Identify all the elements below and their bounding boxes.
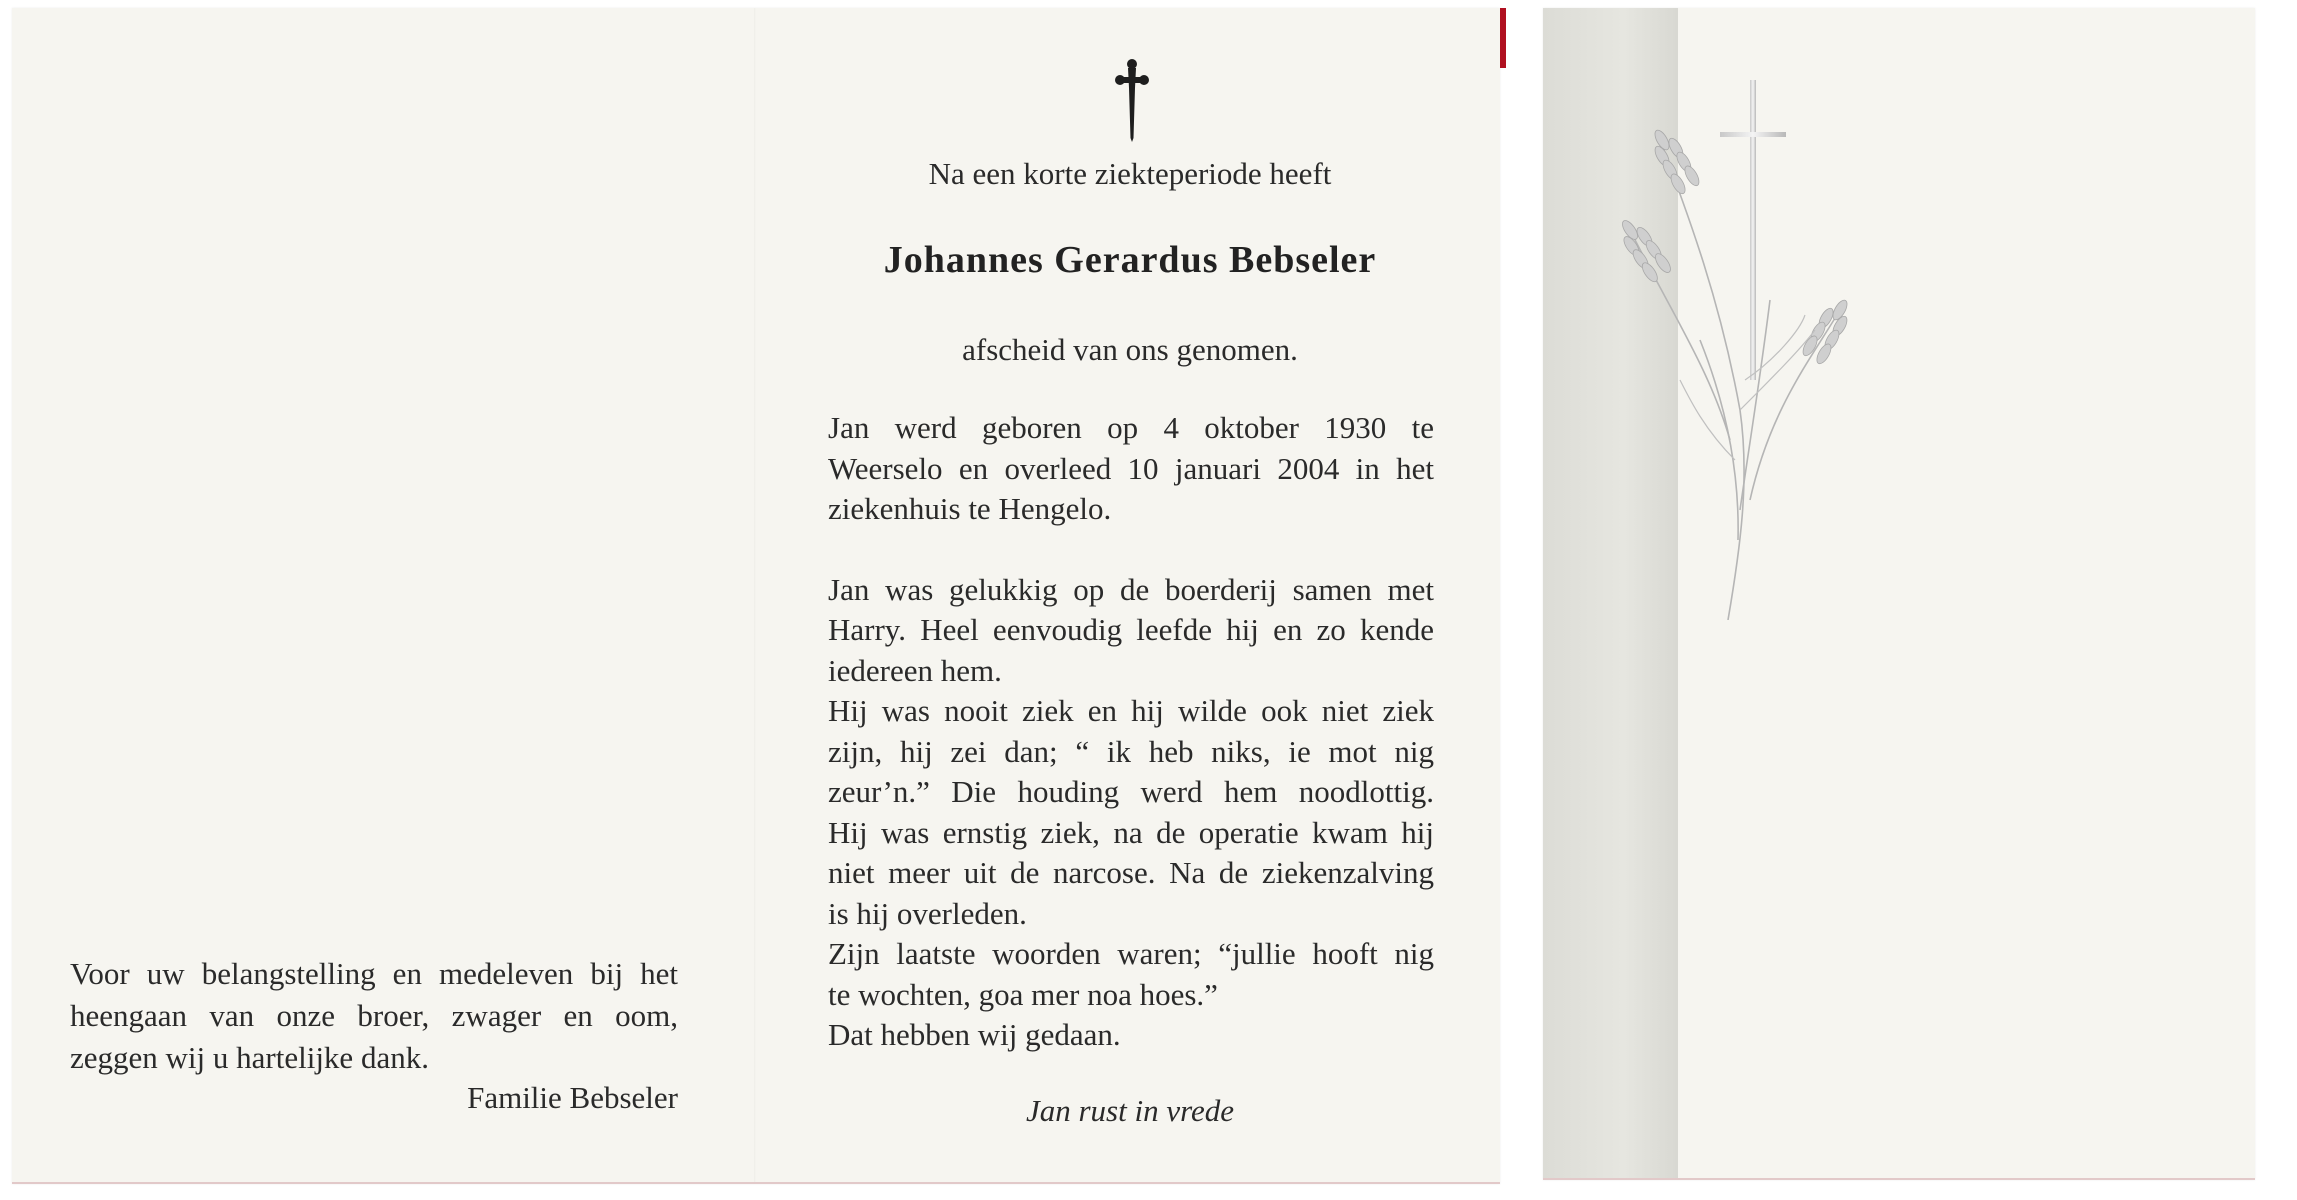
paragraph [828, 570, 1434, 1056]
text-line: is hij overleden. [828, 895, 1027, 931]
text-line: Dat hebben wij gedaan. [828, 1017, 1121, 1052]
thanks-line: heengaan van onze broer, zwager en oom, [70, 998, 678, 1033]
intro-line: Na een korte ziekteperiode heeft [928, 156, 1332, 191]
thanks-text [70, 953, 678, 1079]
text-line: zijn, hij zei dan; “ ik heb niks, ie mot nig [828, 733, 1434, 769]
text-line: niet meer uit de narcose. Na de ziekenzalving [828, 855, 1434, 890]
text-line: Weerselo en overleed 10 januari 2004 in het [828, 450, 1434, 486]
cross-icon [1112, 58, 1152, 142]
text-line: te wochten, goa mer noa hoes.” [828, 976, 1218, 1012]
bottom-edge [1543, 1178, 2255, 1180]
text-line: Zijn laatste woorden waren; “jullie hooft nig [828, 936, 1434, 971]
farewell-line: afscheid van ons genomen. [962, 332, 1298, 367]
closing-line: Jan rust in vrede [1025, 1093, 1235, 1128]
text-line: Harry. Heel eenvoudig leefde hij en zo kende [828, 612, 1434, 647]
text-line: zeur’n.” Die houding werd hem noodlottig. [828, 774, 1434, 809]
paragraph [828, 408, 1434, 530]
text-line: ziekenhuis te Hengelo. [828, 491, 1112, 526]
text-line: Hij was nooit ziek en hij wilde ook niet ziek [828, 693, 1434, 728]
wheat-cross-icon [1600, 80, 1880, 620]
thanks-line: Voor uw belangstelling en medeleven bij het [70, 956, 678, 991]
thanks-line: zeggen wij u hartelijke dank. [70, 1040, 429, 1075]
text-line: Jan was gelukkig op de boerderij samen met [828, 571, 1434, 607]
text-line: Hij was ernstig ziek, na de operatie kwam hij [828, 814, 1434, 850]
bottom-edge [12, 1182, 1500, 1184]
red-edge-marker [1500, 8, 1506, 68]
text-line: Jan werd geboren op 4 oktober 1930 te [828, 410, 1434, 445]
text-line: iedereen hem. [828, 652, 1002, 688]
fold-line [754, 8, 756, 1184]
biography-text [828, 408, 1434, 1056]
family-signature: Familie Bebseler [467, 1080, 678, 1115]
deceased-name: Johannes Gerardus Bebseler [883, 239, 1377, 281]
